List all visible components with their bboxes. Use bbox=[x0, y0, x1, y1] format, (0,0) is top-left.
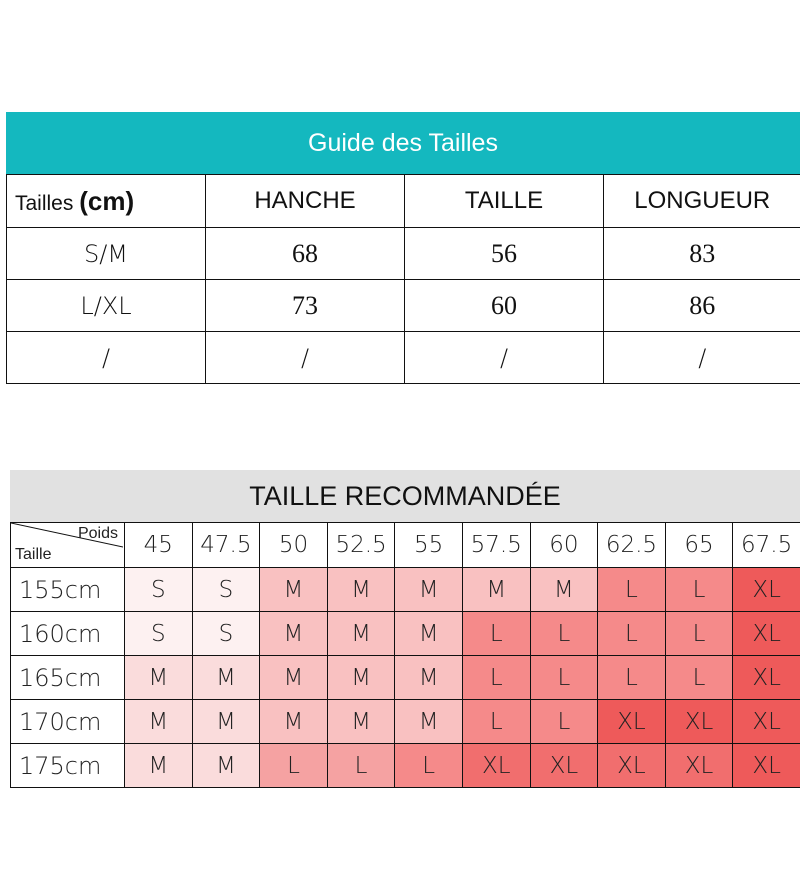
size-cell: L bbox=[598, 656, 666, 700]
weight-header: 47.5 bbox=[192, 523, 260, 568]
size-cell: L bbox=[598, 568, 666, 612]
corner-poids-label: Poids bbox=[77, 525, 118, 542]
size-cell: M bbox=[192, 656, 260, 700]
recommended-size-title: TAILLE RECOMMANDÉE bbox=[10, 470, 800, 522]
recommended-size-grid bbox=[10, 522, 800, 788]
size-label: / bbox=[7, 332, 206, 384]
size-cell: XL bbox=[733, 744, 800, 788]
size-cell: M bbox=[192, 700, 260, 744]
size-label: S/M bbox=[7, 228, 206, 280]
weight-header-row bbox=[11, 523, 800, 568]
hanche-value: 73 bbox=[206, 280, 405, 332]
size-cell: S bbox=[125, 568, 193, 612]
size-cell: M bbox=[192, 744, 260, 788]
size-column-header bbox=[7, 175, 206, 228]
size-cell: M bbox=[125, 656, 193, 700]
weight-header: 62.5 bbox=[598, 523, 666, 568]
size-guide-table bbox=[6, 112, 800, 384]
table-row bbox=[7, 332, 800, 384]
size-cell: L bbox=[530, 700, 598, 744]
size-cell: L bbox=[462, 612, 530, 656]
size-cell: L bbox=[598, 612, 666, 656]
size-header-unit: (cm) bbox=[79, 185, 135, 216]
weight-header: 50 bbox=[260, 523, 328, 568]
size-cell: L bbox=[462, 700, 530, 744]
taille-value: / bbox=[405, 332, 604, 384]
corner-cell bbox=[11, 523, 125, 568]
taille-value: 56 bbox=[405, 228, 604, 280]
size-cell: XL bbox=[733, 612, 800, 656]
header-hanche: HANCHE bbox=[206, 175, 405, 228]
size-cell: XL bbox=[462, 744, 530, 788]
size-cell: M bbox=[395, 612, 463, 656]
size-cell: M bbox=[260, 656, 328, 700]
size-cell: L bbox=[665, 656, 733, 700]
table-row bbox=[11, 568, 800, 612]
longueur-value: / bbox=[604, 332, 800, 384]
size-cell: L bbox=[665, 568, 733, 612]
weight-header: 67.5 bbox=[733, 523, 800, 568]
size-cell: M bbox=[260, 700, 328, 744]
table-row bbox=[11, 612, 800, 656]
size-cell: L bbox=[665, 612, 733, 656]
size-cell: M bbox=[327, 700, 395, 744]
size-cell: L bbox=[530, 612, 598, 656]
longueur-value: 86 bbox=[604, 280, 800, 332]
size-cell: XL bbox=[733, 568, 800, 612]
size-cell: XL bbox=[733, 700, 800, 744]
height-label: 160cm bbox=[11, 612, 125, 656]
weight-header: 45 bbox=[125, 523, 193, 568]
size-cell: S bbox=[192, 612, 260, 656]
weight-header: 65 bbox=[665, 523, 733, 568]
table-row bbox=[11, 656, 800, 700]
height-label: 170cm bbox=[11, 700, 125, 744]
header-taille: TAILLE bbox=[405, 175, 604, 228]
size-cell: S bbox=[125, 612, 193, 656]
size-cell: XL bbox=[530, 744, 598, 788]
size-cell: M bbox=[327, 568, 395, 612]
height-label: 175cm bbox=[11, 744, 125, 788]
size-guide-grid bbox=[6, 174, 800, 384]
size-cell: L bbox=[530, 656, 598, 700]
size-cell: M bbox=[260, 612, 328, 656]
table-row bbox=[7, 228, 800, 280]
height-label: 155cm bbox=[11, 568, 125, 612]
taille-value: 60 bbox=[405, 280, 604, 332]
size-cell: M bbox=[327, 656, 395, 700]
size-cell: M bbox=[462, 568, 530, 612]
hanche-value: / bbox=[206, 332, 405, 384]
table-row bbox=[11, 744, 800, 788]
size-guide-header-row bbox=[7, 175, 800, 228]
size-cell: L bbox=[327, 744, 395, 788]
size-header-label: Tailles bbox=[15, 191, 74, 215]
longueur-value: 83 bbox=[604, 228, 800, 280]
size-cell: XL bbox=[598, 744, 666, 788]
size-label: L/XL bbox=[7, 280, 206, 332]
size-cell: M bbox=[395, 656, 463, 700]
table-row bbox=[11, 700, 800, 744]
height-label: 165cm bbox=[11, 656, 125, 700]
size-cell: M bbox=[125, 700, 193, 744]
size-cell: M bbox=[327, 612, 395, 656]
size-cell: M bbox=[395, 568, 463, 612]
size-guide-title: Guide des Tailles bbox=[6, 112, 800, 174]
table-row bbox=[7, 280, 800, 332]
weight-header: 55 bbox=[395, 523, 463, 568]
size-cell: M bbox=[530, 568, 598, 612]
weight-header: 52.5 bbox=[327, 523, 395, 568]
size-cell: XL bbox=[598, 700, 666, 744]
weight-header: 57.5 bbox=[462, 523, 530, 568]
size-cell: S bbox=[192, 568, 260, 612]
size-cell: M bbox=[125, 744, 193, 788]
header-longueur: LONGUEUR bbox=[604, 175, 800, 228]
recommended-size-table bbox=[10, 470, 800, 788]
size-cell: XL bbox=[665, 700, 733, 744]
size-cell: XL bbox=[665, 744, 733, 788]
weight-header: 60 bbox=[530, 523, 598, 568]
corner-taille-label: Taille bbox=[15, 546, 52, 563]
size-cell: M bbox=[260, 568, 328, 612]
hanche-value: 68 bbox=[206, 228, 405, 280]
size-cell: L bbox=[395, 744, 463, 788]
size-cell: M bbox=[395, 700, 463, 744]
size-cell: XL bbox=[733, 656, 800, 700]
size-cell: L bbox=[462, 656, 530, 700]
size-cell: L bbox=[260, 744, 328, 788]
